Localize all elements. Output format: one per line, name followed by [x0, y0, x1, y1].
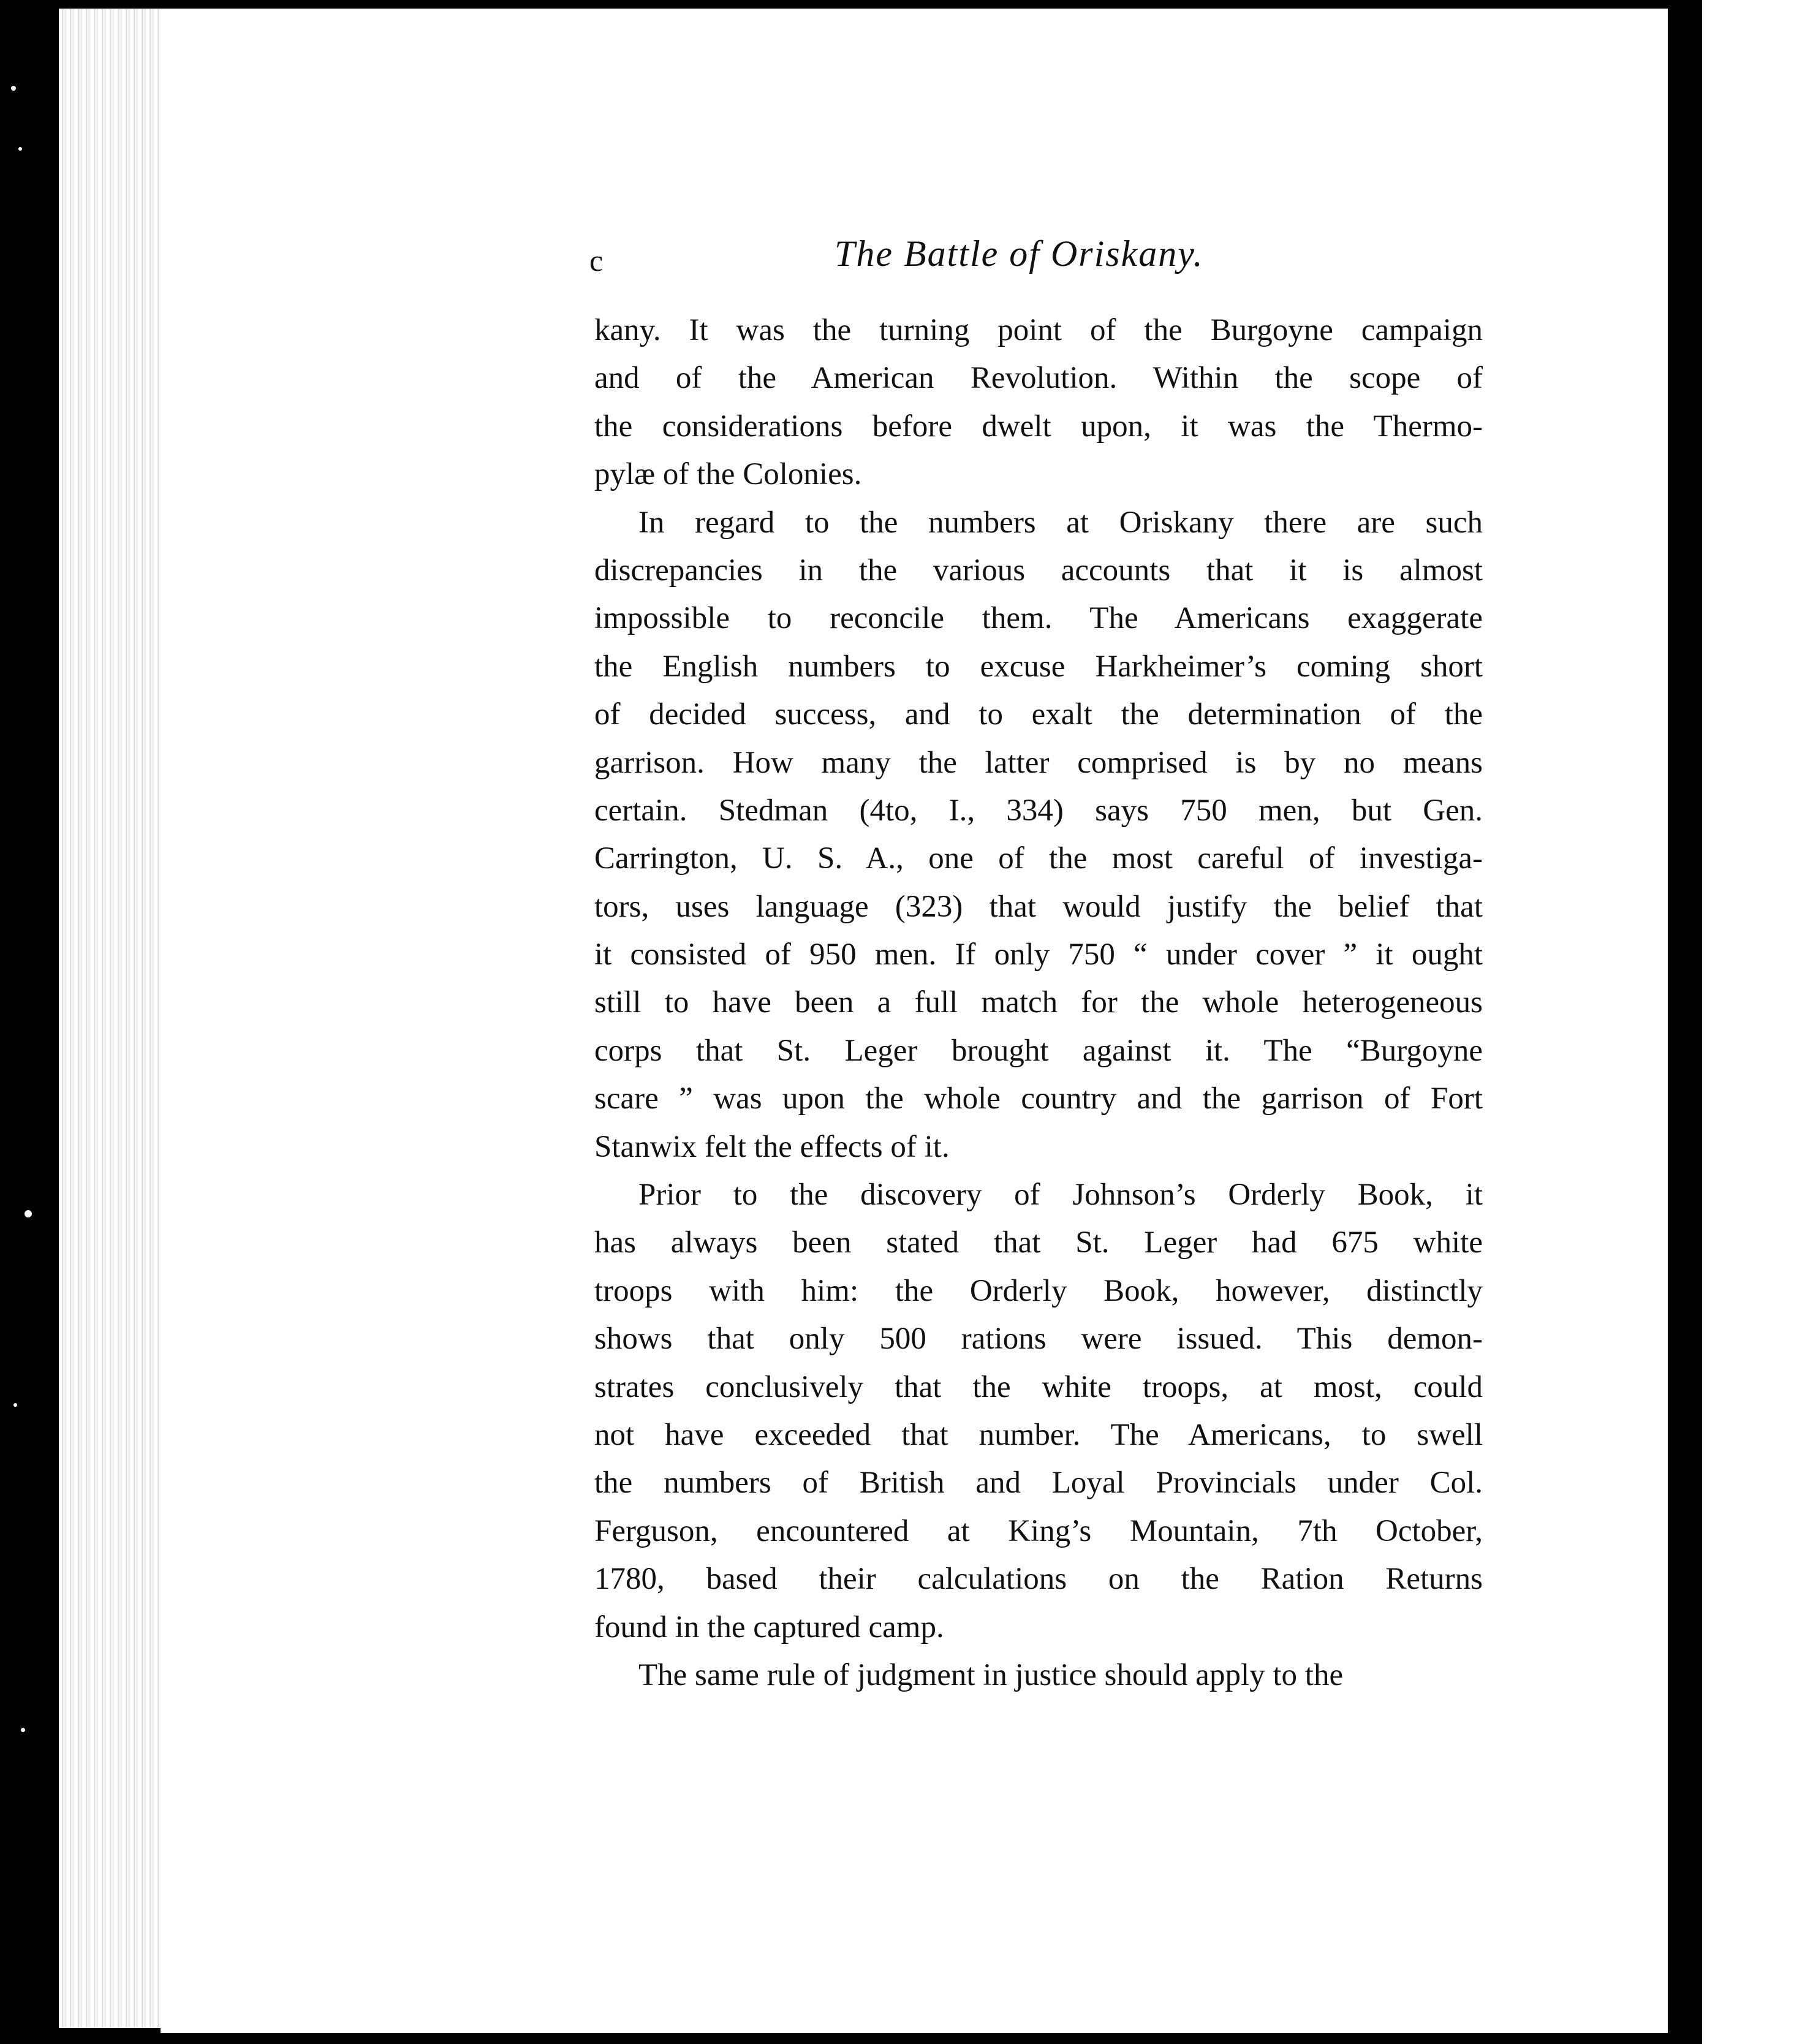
text-line: The same rule of judgment in justice should apply to the	[638, 1657, 1344, 1692]
text-line: Prior to the discovery of Johnson’s Orderly Book, it	[638, 1178, 1483, 1213]
text-line: has always been stated that St. Leger had 675 white	[594, 1225, 1483, 1260]
scan-speck	[18, 147, 22, 151]
scan-speck	[11, 86, 16, 91]
scan-speck	[13, 1403, 17, 1407]
text-line: Carrington, U. S. A., one of the most careful of investiga-	[594, 841, 1483, 876]
text-line: pylæ of the Colonies.	[594, 457, 862, 492]
scan-speck	[21, 1728, 25, 1732]
text-line: garrison. How many the latter comprised is by no means	[594, 745, 1483, 780]
paragraph	[594, 306, 1483, 499]
paragraph	[594, 499, 1483, 1171]
text-line: it consisted of 950 men. If only 750 “ under cover ” it ought	[594, 937, 1483, 972]
text-line: 1780, based their calculations on the Ration Returns	[594, 1562, 1483, 1597]
text-line: the numbers of British and Loyal Provincials under Col.	[594, 1466, 1483, 1501]
body-text	[594, 306, 1483, 1699]
text-line: still to have been a full match for the whole heterogeneous	[594, 985, 1483, 1020]
facing-page	[1702, 0, 1794, 2044]
running-head	[589, 233, 1484, 300]
paragraph	[594, 1651, 1483, 1699]
text-line: scare ” was upon the whole country and the garrison of Fort	[594, 1081, 1483, 1116]
text-line: corps that St. Leger brought against it. The “Burgoyne	[594, 1033, 1483, 1068]
gutter-shadow	[1680, 0, 1698, 2044]
text-line: strates conclusively that the white troops, at most, could	[594, 1369, 1483, 1404]
text-line: kany. It was the turning point of the Burgoyne campaign	[594, 313, 1483, 347]
page-edge-stack	[59, 9, 169, 2028]
running-title: The Battle of Oriskany.	[835, 233, 1204, 274]
text-line: Stanwix felt the effects of it.	[594, 1129, 950, 1164]
text-line: impossible to reconcile them. The Americans exaggerate	[594, 601, 1483, 636]
text-line: of decided success, and to exalt the determination of the	[594, 697, 1483, 732]
text-line: the considerations before dwelt upon, it was the Thermo-	[594, 409, 1483, 444]
text-line: not have exceeded that number. The Americans, to swell	[594, 1417, 1483, 1452]
text-line: found in the captured camp.	[594, 1610, 944, 1645]
text-line: troops with him: the Orderly Book, however, distinctly	[594, 1273, 1483, 1308]
text-line: the English numbers to excuse Harkheimer’s coming short	[594, 649, 1483, 684]
page-number: c	[589, 243, 604, 278]
scan-speck	[25, 1210, 32, 1217]
text-line: and of the American Revolution. Within the scope of	[594, 361, 1483, 396]
text-line: discrepancies in the various accounts that it is almost	[594, 553, 1483, 588]
text-line: Ferguson, encountered at King’s Mountain, 7th October,	[594, 1513, 1483, 1548]
text-line: shows that only 500 rations were issued. This demon-	[594, 1322, 1483, 1357]
paragraph	[594, 1171, 1483, 1651]
text-line: certain. Stedman (4to, I., 334) says 750 men, but Gen.	[594, 793, 1483, 828]
text-line: In regard to the numbers at Oriskany there are such	[638, 505, 1483, 540]
text-line: tors, uses language (323) that would justify the belief that	[594, 889, 1483, 924]
